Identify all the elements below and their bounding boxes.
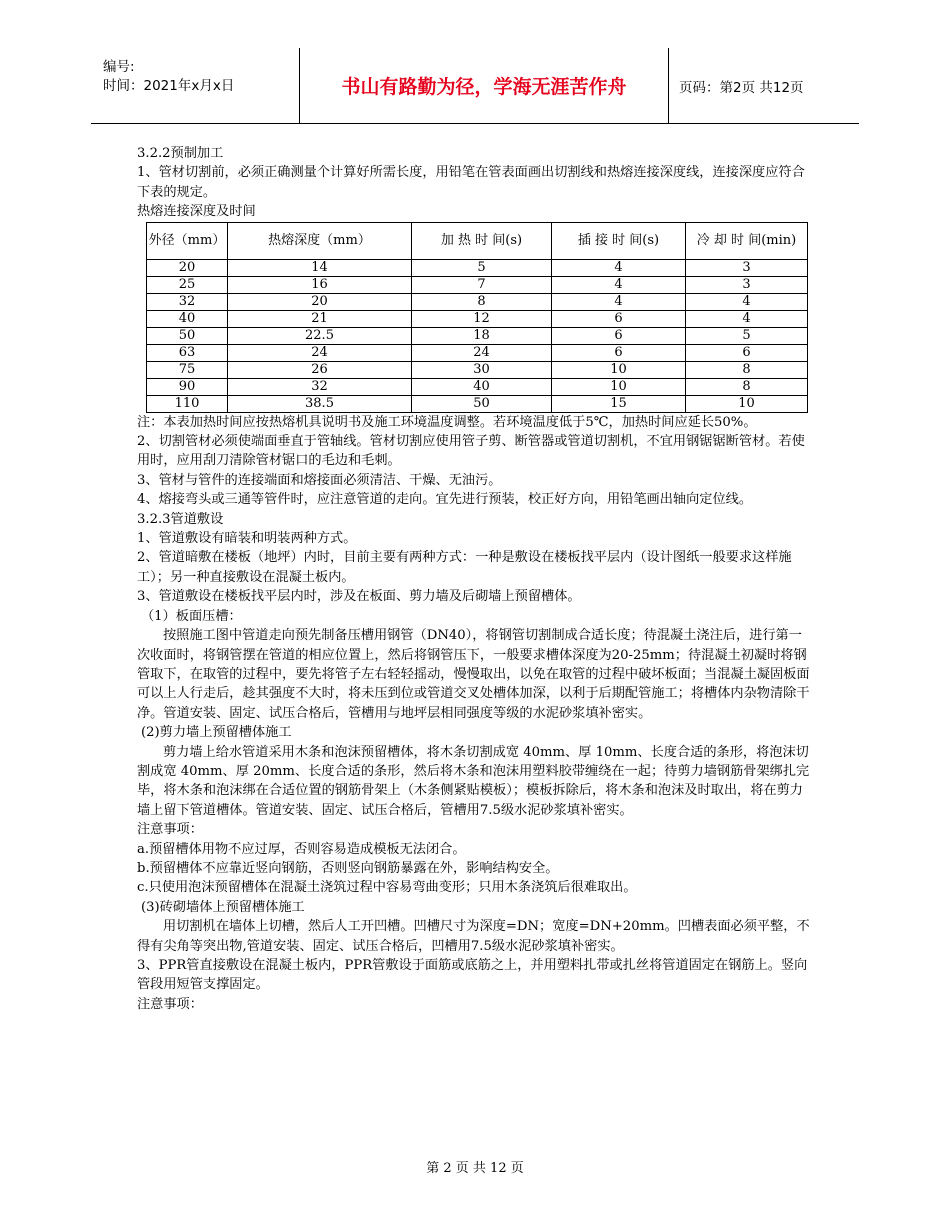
paragraph-1: 1、管材切割前，必须正确测量个计算好所需长度，用铅笔在管表面画出切割线和热熔连接深度线，连接深度应符合 下表的规定。 (137, 165, 805, 200)
table-header-row (147, 222, 808, 259)
table-row (147, 395, 808, 412)
table-cell: 32 (228, 378, 412, 395)
table-note: 注：本表加热时间应按热熔机具说明书及施工环境温度调整。若环境温度低于5℃，加热时间应延长50%。 (137, 414, 757, 430)
table-cell: 14 (228, 259, 412, 276)
paragraph-4: 4、熔接弯头或三通等管件时，应注意管道的走向。宜先进行预装，校正好方向，用铅笔画出轴向定位线。 (137, 492, 753, 508)
table-cell: 63 (147, 344, 228, 361)
table-cell: 25 (147, 276, 228, 293)
laying-item-3: 3、管道敷设在楼板找平层内时，涉及在板面、剪力墙及后砌墙上预留槽体。 (137, 589, 581, 605)
table-cell: 20 (228, 293, 412, 310)
page-header (91, 48, 859, 124)
table-cell: 30 (412, 361, 552, 378)
subsection-2-text: 剪力墙上给水管道采用木条和泡沫预留槽体，将木条切割成宽 40mm、厚 10mm、长度合适的条形，将泡沫切割成宽 40mm、厚 20mm、长度合适的条形，然后将木条和泡沫用塑料胶带缠绕在一起；待剪力墙钢筋骨架绑扎完毕，将木条和泡沫绑在合适位置的钢筋骨架上（木条侧紧贴模板）；模板拆除后，将木条和泡沫及时取出，将在剪力墙上留下管道槽体。管道安装、固定、试压合格后，管槽用7.5级水泥砂浆填补密实。 (137, 744, 810, 818)
table-row (147, 327, 808, 344)
table-row (147, 276, 808, 293)
table-cell: 20 (147, 259, 228, 276)
laying-item-1: 1、管道敷设有暗装和明装两种方式。 (137, 531, 357, 547)
table-cell: 6 (552, 344, 686, 361)
code-label: 编号: (103, 59, 135, 75)
subsection-3-title: (3)砖砌墙体上预留槽体施工 (141, 899, 305, 915)
table-cell: 6 (686, 344, 808, 361)
table-cell: 4 (552, 293, 686, 310)
table-cell: 38.5 (228, 395, 412, 412)
subsection-1-text: 按照施工图中管道走向预先制备压槽用钢管（DN40），将钢管切割制成合适长度；待混凝土浇注后，进行第一次收面时，将钢管摆在管道的相应位置上，然后将钢管压下，一般要求槽体深度为20-25mm；待混凝土初凝时将钢管取下，在取管的过程中，要先将管子左右轻轻摇动，慢慢取出，以免在取管的过程中破坏板面；当混凝土凝固板面可以上人行走后，趁其强度不大时，将未压到位或管道交叉处槽体加深，以利于后期配管施工；将槽体内杂物清除干净。管道安装、固定、试压合格后，管槽用与地坪层相同强度等级的水泥砂浆填补密实。 (137, 628, 810, 721)
table-row (147, 378, 808, 395)
table-cell: 24 (412, 344, 552, 361)
time-label: 时间：2021年x月x日 (103, 78, 235, 94)
table-cell: 50 (412, 395, 552, 412)
table-cell: 3 (686, 259, 808, 276)
table-cell: 6 (552, 327, 686, 344)
table-cell: 10 (686, 395, 808, 412)
subsection-3-text: 用切割机在墙体上切槽，然后人工开凹槽。凹槽尺寸为深度=DN；宽度=DN+20mm。凹槽表面必须平整，不得有尖角等突出物,管道安装、固定、试压合格后，凹槽用7.5级水泥砂浆填补密实。 (137, 919, 810, 954)
table-cell: 7 (412, 276, 552, 293)
table-cell: 10 (552, 378, 686, 395)
section-title-323: 3.2.3管道敷设 (137, 511, 224, 527)
subsection-1-title: （1）板面压槽： (141, 608, 242, 624)
col-header-cool-time: 冷 却 时 间(min) (686, 222, 808, 259)
table-cell: 40 (412, 378, 552, 395)
table-cell: 26 (228, 361, 412, 378)
table-cell: 10 (552, 361, 686, 378)
table-cell: 4 (552, 276, 686, 293)
page-footer: 第 2 页 共 12 页 (426, 1161, 524, 1176)
table-cell: 50 (147, 327, 228, 344)
table-cell: 3 (686, 276, 808, 293)
subsection-2-title: (2)剪力墙上预留槽体施工 (141, 725, 292, 741)
section-title-322: 3.2.2预制加工 (137, 146, 224, 161)
table-cell: 15 (552, 395, 686, 412)
document-body (137, 144, 813, 1014)
col-header-insert-time: 插 接 时 间(s) (552, 222, 686, 259)
table-cell: 21 (228, 310, 412, 327)
table-cell: 75 (147, 361, 228, 378)
table-cell: 16 (228, 276, 412, 293)
note-b: b.预留槽体不应靠近竖向钢筋，否则竖向钢筋暴露在外，影响结构安全。 (137, 860, 559, 876)
table-cell: 32 (147, 293, 228, 310)
table-row (147, 293, 808, 310)
paragraph-3: 3、管材与管件的连接端面和熔接面必须清洁、干燥、无油污。 (137, 472, 502, 488)
laying-item-2: 2、管道暗敷在楼板（地坪）内时，目前主要有两种方式：一种是敷设在楼板找平层内（设计图纸一般要求这样施工）；另一种直接敷设在混凝土板内。 (137, 550, 792, 585)
note-c: c.只使用泡沫预留槽体在混凝土浇筑过程中容易弯曲变形；只用木条浇筑后很难取出。 (137, 880, 637, 896)
header-page-info: 页码：第2页 共12页 (679, 79, 804, 96)
table-cell: 24 (228, 344, 412, 361)
heat-fusion-table (146, 222, 808, 413)
table-cell: 22.5 (228, 327, 412, 344)
table-cell: 8 (686, 361, 808, 378)
laying-item-3b: 3、PPR管直接敷设在混凝土板内，PPR管敷设于面筋或底筋之上，并用塑料扎带或扎丝将管道固定在钢筋上。竖向管段用短管支撑固定。 (137, 958, 808, 993)
notes-title: 注意事项： (137, 822, 203, 838)
table-cell: 4 (552, 259, 686, 276)
table-cell: 5 (686, 327, 808, 344)
header-motto: 书山有路勤为径，学海无涯苦作舟 (300, 48, 669, 123)
header-meta (91, 48, 300, 123)
notes-title-2: 注意事项： (137, 996, 203, 1012)
note-a: a.预留槽体用物不应过厚，否则容易造成模板无法闭合。 (137, 841, 466, 857)
table-cell: 40 (147, 310, 228, 327)
col-header-heat-time: 加 热 时 间(s) (412, 222, 552, 259)
table-row (147, 361, 808, 378)
col-header-depth: 热熔深度（mm） (228, 222, 412, 259)
table-row (147, 344, 808, 361)
table-cell: 4 (686, 310, 808, 327)
col-header-diameter: 外径（mm） (147, 222, 228, 259)
paragraph-2: 2、切割管材必须使端面垂直于管轴线。管材切割应使用管子剪、断管器或管道切割机，不宜用钢锯锯断管材。若使用时，应用刮刀清除管材锯口的毛边和毛刺。 (137, 434, 805, 469)
table-cell: 5 (412, 259, 552, 276)
table-cell: 6 (552, 310, 686, 327)
table-cell: 110 (147, 395, 228, 412)
table-caption: 热熔连接深度及时间 (137, 204, 256, 220)
table-cell: 4 (686, 293, 808, 310)
table-row (147, 310, 808, 327)
table-cell: 90 (147, 378, 228, 395)
table-row (147, 259, 808, 276)
table-cell: 8 (412, 293, 552, 310)
table-cell: 12 (412, 310, 552, 327)
table-cell: 8 (686, 378, 808, 395)
table-cell: 18 (412, 327, 552, 344)
